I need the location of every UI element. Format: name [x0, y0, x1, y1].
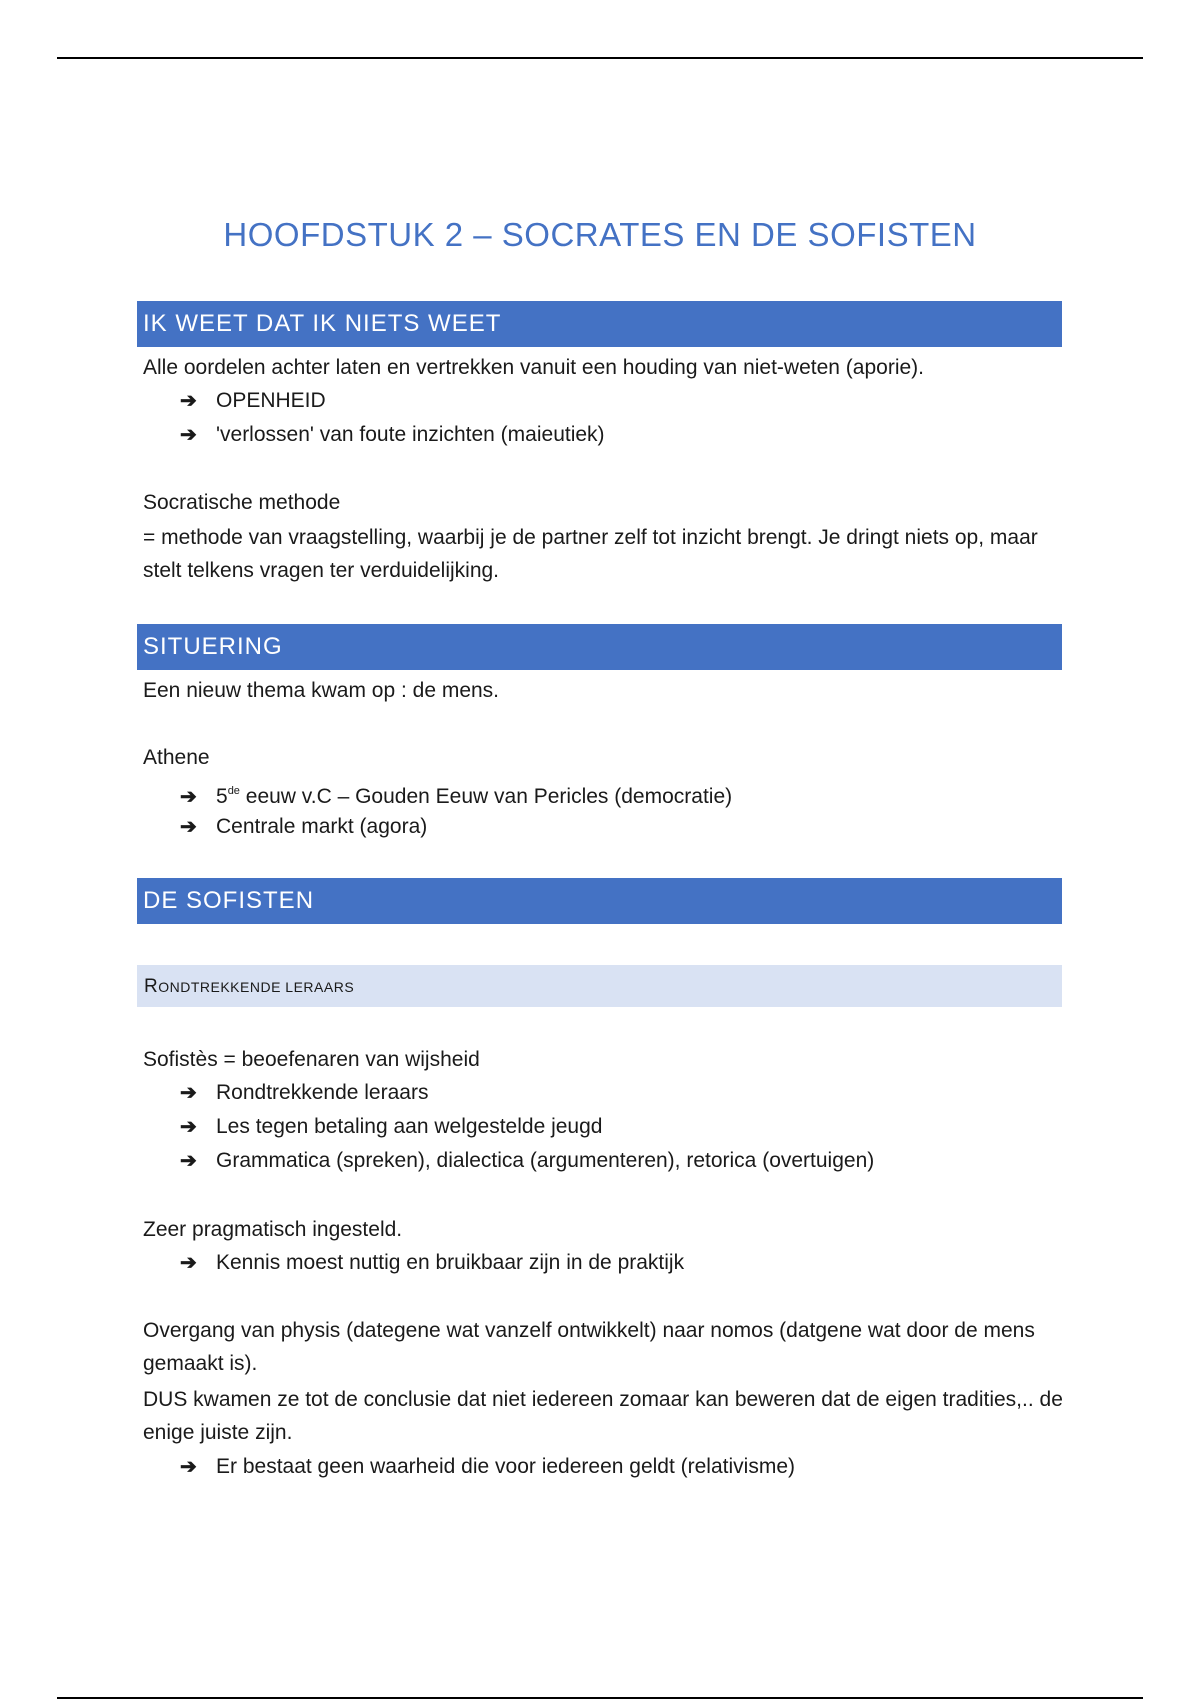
- paragraph: Overgang van physis (dategene wat vanzelf ontwikkelt) naar nomos (datgene wat door de mens gemaakt is).: [143, 1319, 1035, 1375]
- bullet-item: ➔ OPENHEID: [180, 384, 326, 418]
- paragraph: DUS kwamen ze tot de conclusie dat niet iedereen zomaar kan beweren dat de eigen tradities,.. de enige juiste zijn.: [143, 1388, 1063, 1444]
- bullet-item: ➔ Centrale markt (agora): [180, 810, 427, 844]
- arrow-icon: ➔: [180, 1082, 197, 1104]
- bullet-item: ➔ Er bestaat geen waarheid die voor iedereen geldt (relativisme): [180, 1450, 795, 1484]
- arrow-icon: ➔: [180, 786, 197, 808]
- section-heading-ik-weet: IK WEET DAT IK NIETS WEET: [137, 301, 1062, 347]
- arrow-icon: ➔: [180, 1116, 197, 1138]
- subheading-rondtrekkende-leraars: RONDTREKKENDE LERAARS: [137, 965, 1062, 1007]
- paragraph: Een nieuw thema kwam op : de mens.: [143, 679, 500, 702]
- arrow-icon: ➔: [180, 1150, 197, 1172]
- arrow-icon: ➔: [180, 1252, 197, 1274]
- header-rule: [57, 57, 1143, 59]
- paragraph: Athene: [143, 746, 210, 769]
- paragraph: = methode van vraagstelling, waarbij je de partner zelf tot inzicht brengt. Je dringt niets op, maar stelt telkens vragen ter verduidelijking.: [143, 526, 1038, 582]
- paragraph: Zeer pragmatisch ingesteld.: [143, 1218, 403, 1241]
- section-heading-sofisten: DE SOFISTEN: [137, 878, 1062, 924]
- section-heading-situering: SITUERING: [137, 624, 1062, 670]
- bullet-item: ➔ 5de eeuw v.C – Gouden Eeuw van Pericles (democratie): [180, 775, 732, 814]
- paragraph: Sofistès = beoefenaren van wijsheid: [143, 1048, 480, 1071]
- bullet-item: ➔ Les tegen betaling aan welgestelde jeugd: [180, 1110, 602, 1144]
- bullet-item: ➔ Kennis moest nuttig en bruikbaar zijn in de praktijk: [180, 1246, 684, 1280]
- paragraph: Alle oordelen achter laten en vertrekken vanuit een houding van niet-weten (aporie).: [143, 356, 924, 379]
- page-title: HOOFDSTUK 2 – SOCRATES EN DE SOFISTEN: [223, 216, 977, 253]
- bullet-item: ➔ 'verlossen' van foute inzichten (maieutiek): [180, 418, 605, 452]
- arrow-icon: ➔: [180, 390, 197, 412]
- paragraph: Socratische methode: [143, 491, 341, 514]
- bullet-item: ➔ Rondtrekkende leraars: [180, 1076, 428, 1110]
- footer-rule: [57, 1697, 1143, 1699]
- arrow-icon: ➔: [180, 424, 197, 446]
- arrow-icon: ➔: [180, 816, 197, 838]
- arrow-icon: ➔: [180, 1456, 197, 1478]
- bullet-item: ➔ Grammatica (spreken), dialectica (argumenteren), retorica (overtuigen): [180, 1144, 874, 1178]
